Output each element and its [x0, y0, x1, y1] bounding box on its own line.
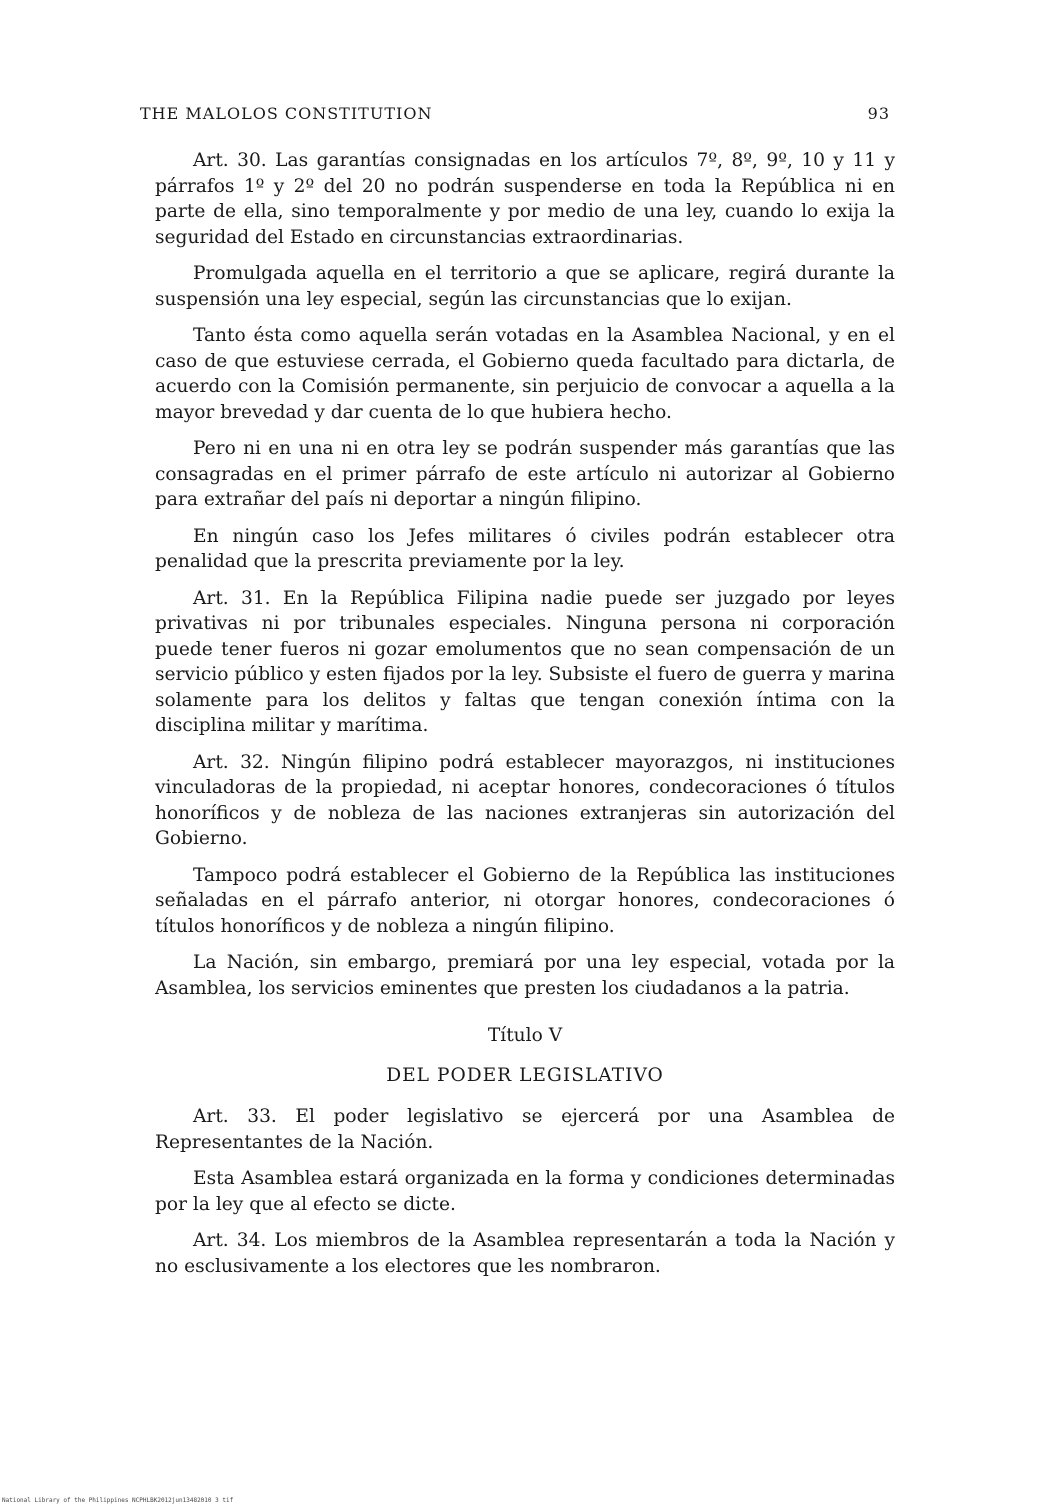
- section-subheading: DEL PODER LEGISLATIVO: [386, 1064, 664, 1086]
- paragraph-esta-asamblea: Esta Asamblea estará organizada en la forma y condiciones determinadas por la ley que al efecto se dicte.: [155, 1168, 895, 1215]
- body-text: [155, 148, 895, 1290]
- paragraph-art-33: Art. 33. El poder legislativo se ejercerá por una Asamblea de Representantes de la Nación.: [155, 1106, 895, 1153]
- paragraph-art-32: Art. 32. Ningún filipino podrá establecer mayorazgos, ni instituciones vinculadoras de la propiedad, ni aceptar honores, condecoraciones ó títulos honoríficos y de nobleza de las naciones extranjeras sin autorización del Gobierno.: [155, 751, 895, 849]
- paragraph-pero: Pero ni en una ni en otra ley se podrán suspender más garantías que las consagradas en el primer párrafo de este artículo ni autorizar al Gobierno para extrañar del país ni deportar a ningún filipino.: [155, 438, 895, 510]
- section-heading-titulo-v: Título V: [487, 1025, 563, 1046]
- scan-footer: National Library of the Philippines NCPHLBK2012jun13482010 3 tif: [2, 1497, 234, 1504]
- paragraph-en-ningun-caso: En ningún caso los Jefes militares ó civiles podrán establecer otra penalidad que la prescrita previamente por la ley.: [155, 525, 895, 572]
- paragraph-tampoco: Tampoco podrá establecer el Gobierno de la República las instituciones señaladas en el párrafo anterior, ni otorgar honores, condecoraciones ó títulos honoríficos y de nobleza a ningún filipino.: [155, 864, 895, 937]
- paragraph-promulgada: Promulgada aquella en el territorio a que se aplicare, regirá durante la suspensión una ley especial, según las circunstancias que lo exijan.: [155, 263, 895, 310]
- paragraph-tanto: Tanto ésta como aquella serán votadas en la Asamblea Nacional, y en el caso de que estuviese cerrada, el Gobierno queda facultado para dictarla, de acuerdo con la Comisión permanente, sin perjuicio de convocar a aquella a la mayor brevedad y dar cuenta de lo que hubiera hecho.: [155, 325, 895, 423]
- running-head-title: THE MALOLOS CONSTITUTION: [140, 104, 433, 123]
- paragraph-art-30: Art. 30. Las garantías consignadas en los artículos 7º, 8º, 9º, 10 y 11 y párrafos 1º y 2º del 20 no podrán suspenderse en toda la República ni en parte de ella, sino temporalmente y por medio de una ley, cuando lo exija la seguridad del Estado en circunstancias extraordinarias.: [155, 150, 895, 248]
- paragraph-art-31: Art. 31. En la República Filipina nadie puede ser juzgado por leyes privativas ni por tribunales especiales. Ninguna persona ni corporación puede tener fueros ni gozar emolumentos que no sean compensación de un servicio público y esten fijados por la ley. Subsiste el fuero de guerra y marina solamente para los delitos y faltas que tengan conexión íntima con la disciplina militar y marítima.: [155, 587, 895, 736]
- page-number: 93: [867, 104, 890, 123]
- paragraph-art-34: Art. 34. Los miembros de la Asamblea representarán a toda la Nación y no esclusivamente a los electores que les nombraron.: [155, 1230, 895, 1277]
- paragraph-la-nacion: La Nación, sin embargo, premiará por una ley especial, votada por la Asamblea, los servicios eminentes que presten los ciudadanos a la patria.: [155, 952, 895, 999]
